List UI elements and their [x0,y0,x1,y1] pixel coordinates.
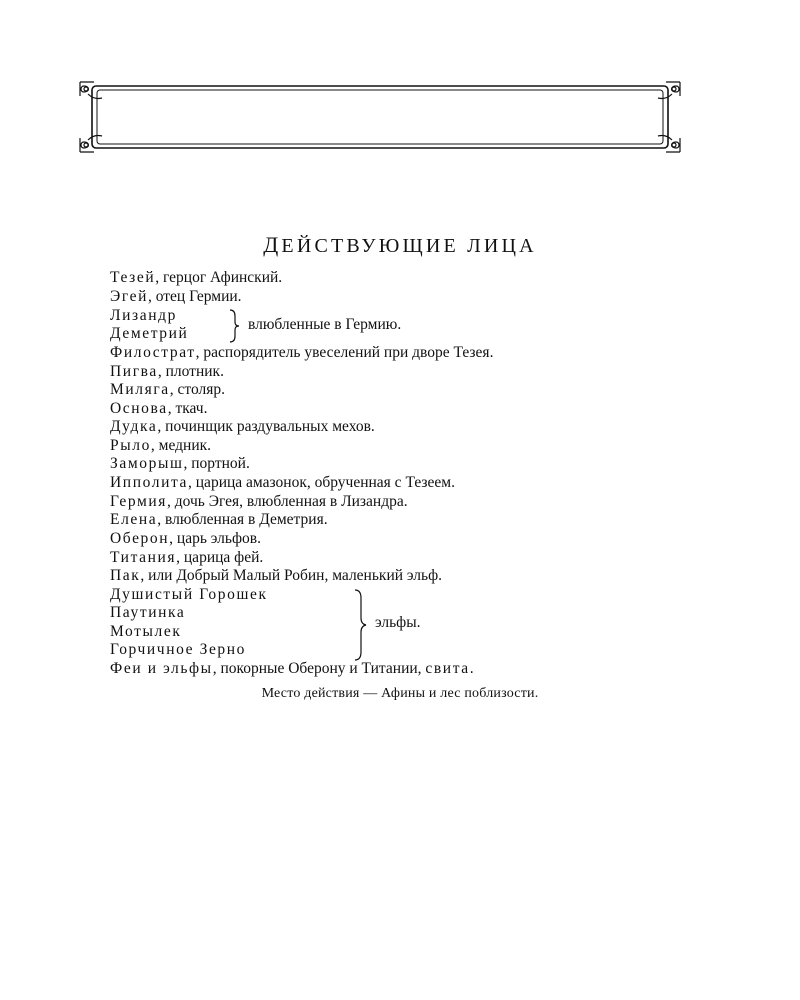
list-item: Миляга, столяр. [110,381,226,398]
list-item: Душистый Горошек [110,586,268,603]
list-item: Заморыш, портной. [110,455,250,472]
list-item: Мотылек [110,623,182,640]
list-item: Эгей, отец Гермии. [110,288,242,305]
list-item: Паутинка [110,604,186,621]
right-brace-icon [353,589,367,661]
list-item: Основа, ткач. [110,400,208,417]
title-rest: ЕЙСТВУЮЩИЕ ЛИЦА [281,235,537,257]
list-item: Горчичное Зерно [110,641,247,658]
list-item: Рыло, медник. [110,437,212,454]
list-item: Ипполита, царица амазонок, обрученная с Тезеем. [110,474,455,491]
list-item: Филострат, распорядитель увеселений при дворе Тезея. [110,344,494,361]
list-item: Елена, влюбленная в Деметрия. [110,511,328,528]
list-item: Деметрий [110,325,189,342]
list-item: Оберон, царь эльфов. [110,530,261,547]
list-item: Феи и эльфы, покорные Оберону и Титании, свита. [110,660,474,677]
title-initial: Д [263,232,282,257]
lovers-group-desc: влюбленные в Гермию. [248,316,402,333]
ornamental-frame [78,80,682,154]
place-of-action: Место действия — Афины и лес поблизости. [261,686,539,701]
list-item: Титания, царица фей. [110,549,264,566]
corner-ornament-icon [80,82,680,152]
list-item: Гермия, дочь Эгея, влюбленная в Лизандра. [110,493,408,510]
list-item: Пигва, плотник. [110,363,224,380]
elves-group-desc: эльфы. [375,614,421,631]
list-item: Тезей, герцог Афинский. [110,269,283,286]
right-brace-icon [228,309,240,343]
page-title [0,232,800,258]
list-item: Пак, или Добрый Малый Робин, маленький эльф. [110,567,443,584]
list-item: Лизандр [110,307,177,324]
list-item: Дудка, починщик раздувальных мехов. [110,418,375,435]
